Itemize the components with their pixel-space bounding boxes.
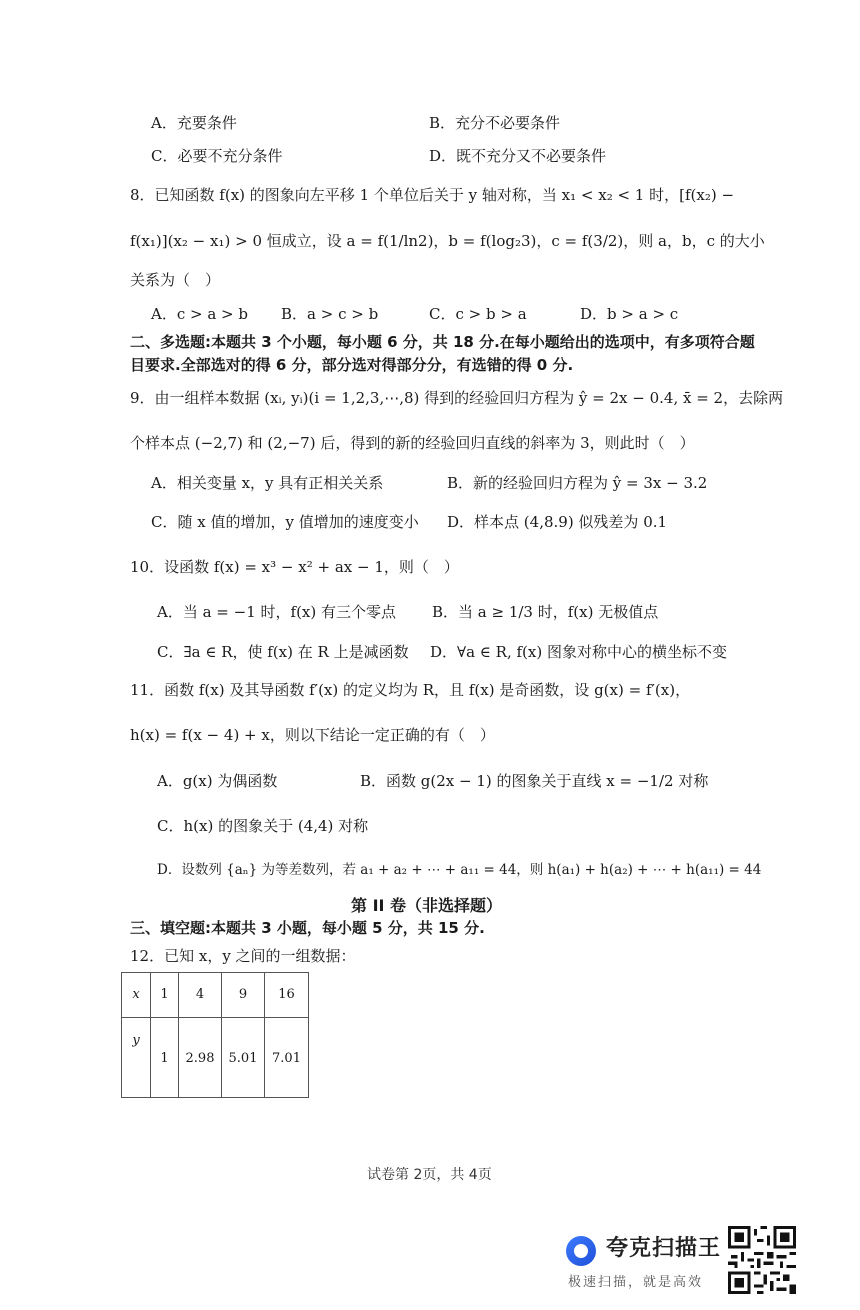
table-cell: x [132,987,140,1002]
q9-option-d: D．样本点 (4,8.9) 似残差为 0.1 [447,513,668,531]
brand-name: 夸克扫描王 [606,1236,722,1261]
table-cell: 1 [160,987,169,1002]
q7-option-a: A．充要条件 [151,114,237,132]
q10-option-d: D．∀a ∈ R, f(x) 图象对称中心的横坐标不变 [430,643,727,661]
q8-option-d: D．b > a > c [580,305,679,323]
section2-header-line2: 目要求.全部选对的得 6 分，部分选对得部分分，有选错的得 0 分. [130,356,574,374]
q8-stem-line3: 关系为（ ） [130,271,221,289]
q8-stem-line2: f(x₁)](x₂ − x₁) > 0 恒成立，设 a = f(1/ln2)，b = f(log₂3)，c = f(3/2)，则 a，b，c 的大小 [130,232,765,250]
q11-option-d: D．设数列 {aₙ} 为等差数列，若 a₁ + a₂ + ⋯ + a₁₁ = 44，则 h(a₁) + h(a₂) + ⋯ + h(a₁₁) = 44 [157,862,762,878]
table-cell: 4 [195,987,205,1002]
q9-option-b: B．新的经验回归方程为 ŷ = 3x − 3.2 [447,474,708,492]
brand-slogan: 极速扫描，就是高效 [568,1275,704,1290]
q8-option-a: A．c > a > b [151,305,248,323]
table-cell: 16 [278,987,295,1002]
q10-option-a: A．当 a = −1 时，f(x) 有三个零点 [157,603,397,621]
q10-stem: 10．设函数 f(x) = x³ − x² + ax − 1，则（ ） [130,558,459,576]
quark-logo-icon [566,1236,596,1266]
q7-option-b: B．充分不必要条件 [429,114,561,132]
section2-header-line1: 二、多选题:本题共 3 个小题，每小题 6 分，共 18 分.在每小题给出的选项中，有多项符合题 [130,333,755,351]
table-cell: y [132,1033,140,1048]
q12-stem: 12．已知 x，y 之间的一组数据： [130,947,356,965]
q8-stem-line1: 8．已知函数 f(x) 的图象向左平移 1 个单位后关于 y 轴对称，当 x₁ < x₂ < 1 时，[f(x₂) − [130,186,735,204]
q11-option-b: B．函数 g(2x − 1) 的图象关于直线 x = −1/2 对称 [360,772,709,790]
table-cell: 7.01 [272,1051,301,1066]
q11-stem-line1: 11．函数 f(x) 及其导函数 f′(x) 的定义均为 R，且 f(x) 是奇函数，设 g(x) = f′(x)， [130,681,691,699]
q9-stem-line1: 9．由一组样本数据 (xᵢ, yᵢ)(i = 1,2,3,⋯,8) 得到的经验回归方程为 ŷ = 2x − 0.4, x̄ = 2，去除两 [130,389,784,407]
q7-option-c: C．必要不充分条件 [151,147,283,165]
qr-code-icon [728,1226,796,1294]
table-cell: 2.98 [185,1051,215,1066]
q8-option-c: C．c > b > a [429,305,527,323]
q10-option-b: B．当 a ≥ 1/3 时，f(x) 无极值点 [432,603,659,621]
q11-option-a: A．g(x) 为偶函数 [157,772,278,790]
q9-option-c: C．随 x 值的增加，y 值增加的速度变小 [151,513,419,531]
q11-stem-line2: h(x) = f(x − 4) + x，则以下结论一定正确的有（ ） [130,726,495,744]
q9-option-a: A．相关变量 x，y 具有正相关关系 [151,474,384,492]
page-footer: 试卷第 2页，共 4页 [367,1167,492,1183]
section3-header: 三、填空题:本题共 3 小题，每小题 5 分，共 15 分. [130,919,485,937]
q8-option-b: B．a > c > b [281,305,379,323]
q9-stem-line2: 个样本点 (−2,7) 和 (2,−7) 后，得到的新的经验回归直线的斜率为 3，则此时（ ） [130,434,695,452]
table-cell: 5.01 [228,1051,258,1066]
table-cell: 1 [160,1051,169,1066]
q10-option-c: C．∃a ∈ R，使 f(x) 在 R 上是减函数 [157,643,409,661]
q11-option-c: C．h(x) 的图象关于 (4,4) 对称 [157,817,369,835]
part2-title: 第 II 卷（非选择题） [351,896,503,915]
table-cell: 9 [238,987,248,1002]
q7-option-d: D．既不充分又不必要条件 [429,147,607,165]
